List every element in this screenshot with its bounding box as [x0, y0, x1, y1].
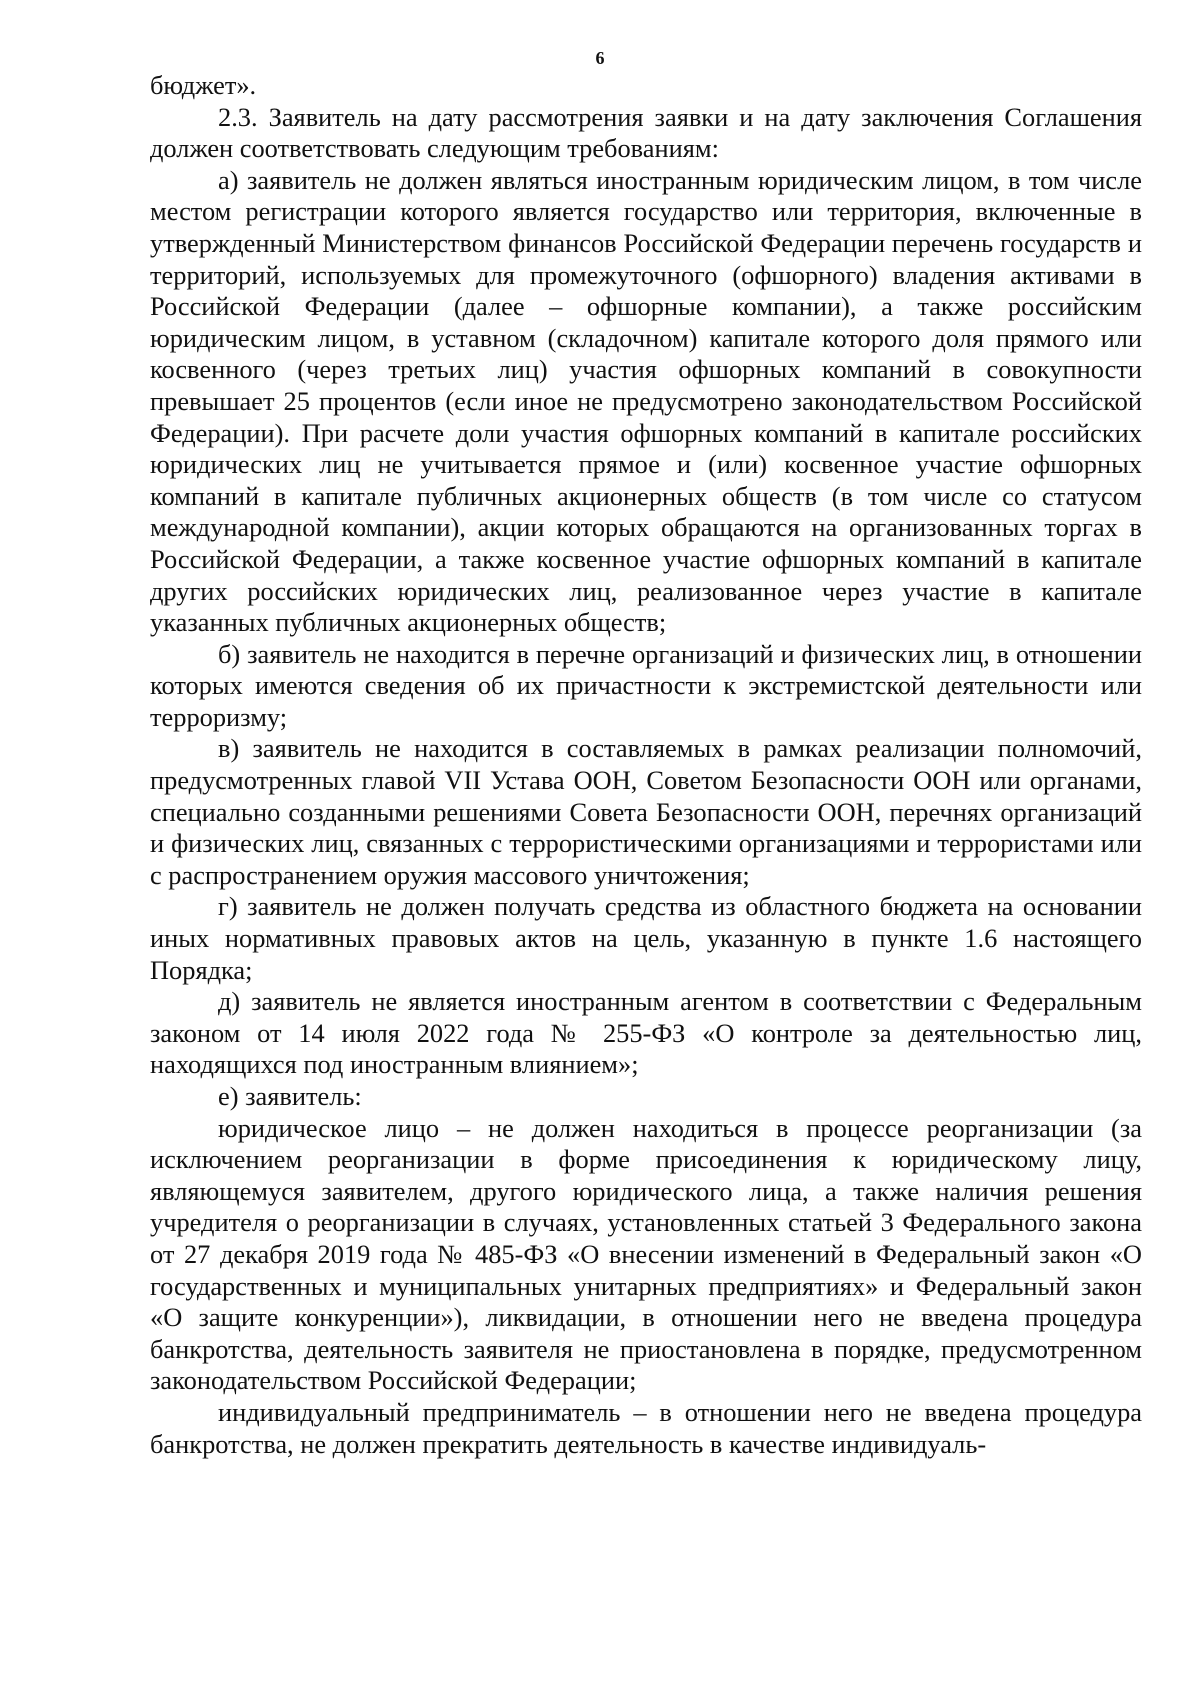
paragraph-e: е) заявитель: [218, 1081, 362, 1111]
paragraph-budget-end: бюджет». [150, 70, 257, 100]
document-body [150, 70, 1142, 1460]
paragraph-individual-entrepreneur: индивидуальный предприниматель – в отношении него не введена процедура банкротства, не должен прекратить деятельность в качестве индивидуаль- [150, 1396, 1142, 1459]
paragraph-v: в) заявитель не находится в составляемых в рамках реализации полномочий, предусмотренных главой VII Устава ООН, Советом Безопасности ООН или органами, специально созданными решениями Совета Безопасности ООН, перечнях организаций и физических лиц, связанных с террористическими организациями и террористами или с распространением оружия массового уничтожения; [150, 733, 1142, 890]
paragraph-2-3: 2.3. Заявитель на дату рассмотрения заявки и на дату заключения Соглашения должен соответствовать следующим требованиям: [150, 101, 1142, 164]
paragraph-d: д) заявитель не является иностранным агентом в соответствии с Федеральным законом от 14 июля 2022 года № 255-ФЗ «О контроле за деятельностью лиц, находящихся под иностранным влиянием»; [150, 986, 1142, 1080]
page-number: 6 [595, 48, 605, 68]
paragraph-g: г) заявитель не должен получать средства из областного бюджета на основании иных нормативных правовых актов на цель, указанную в пункте 1.6 настоящего Порядка; [150, 891, 1142, 985]
paragraph-b: б) заявитель не находится в перечне организаций и физических лиц, в отношении которых имеются сведения об их причастности к экстремистской деятельности или терроризму; [150, 638, 1142, 732]
paragraph-legal-entity: юридическое лицо – не должен находиться в процессе реорганизации (за исключением реорганизации в форме присоединения к юридическому лицу, являющемуся заявителем, другого юридического лица, а также наличия решения учредителя о реорганизации в случаях, установленных статьей 3 Федерального закона от 27 декабря 2019 года № 485-ФЗ «О внесении изменений в Федеральный закон «О государственных и муниципальных унитарных предприятиях» и Федеральный закон «О защите конкуренции»), ликвидации, в отношении него не введена процедура банкротства, деятельность заявителя не приостановлена в порядке, предусмотренном законодательством Российской Федерации; [150, 1112, 1142, 1396]
paragraph-a: а) заявитель не должен являться иностранным юридическим лицом, в том числе местом регистрации которого является государство или территория, включенные в утвержденный Министерством финансов Российской Федерации перечень государств и территорий, используемых для промежуточного (офшорного) владения активами в Российской Федерации (далее – офшорные компании), а также российским юридическим лицом, в уставном (складочном) капитале которого доля прямого или косвенного (через третьих лиц) участия офшорных компаний в совокупности превышает 25 процентов (если иное не предусмотрено законодательством Российской Федерации). При расчете доли участия офшорных компаний в капитале российских юридических лиц не учитывается прямое и (или) косвенное участие офшорных компаний в капитале публичных акционерных обществ (в том числе со статусом международной компании), акции которых обращаются на организованных торгах в Российской Федерации, а также косвенное участие офшорных компаний в капитале других российских юридических лиц, реализованное через участие в капитале указанных публичных акционерных обществ; [150, 164, 1142, 638]
